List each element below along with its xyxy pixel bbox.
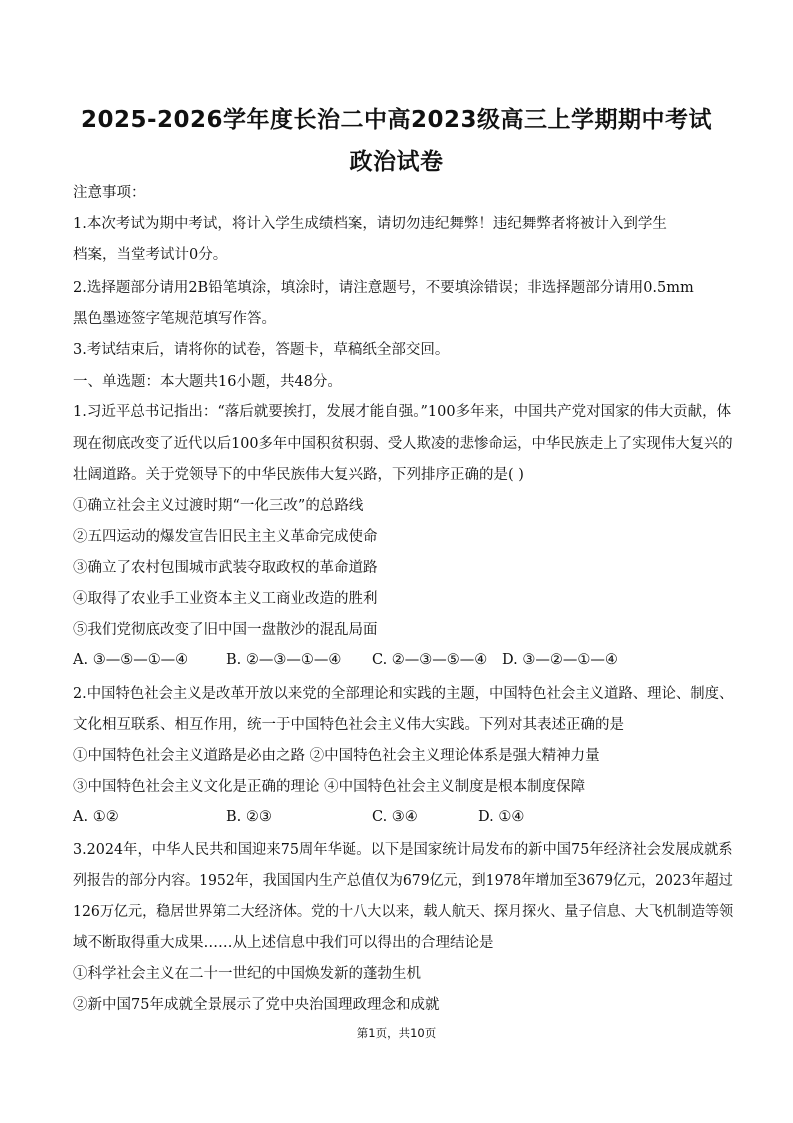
q2-option-d[interactable]: D. ①④ (478, 809, 525, 825)
q1-stem-cont: 现在彻底改变了近代以后100多年中国积贫积弱、受人欺凌的悲惨命运，中华民族走上了实现伟大复兴的 (73, 436, 733, 452)
q1-statement-1: ①确立社会主义过渡时期“一化三改”的总路线 (73, 498, 364, 514)
notice-item-3: 3.考试结束后，请将你的试卷，答题卡，草稿纸全部交回。 (73, 342, 450, 358)
section-heading: 一、单选题：本大题共16小题，共48分。 (73, 374, 342, 390)
q3-stem-end: 域不断取得重大成果……从上述信息中我们可以得出的合理结论是 (73, 935, 494, 951)
q3-statement-2: ②新中国75年成就全景展示了党中央治国理政理念和成就 (73, 997, 440, 1013)
q2-statements-1-2: ①中国特色社会主义道路是必由之路 ②中国特色社会主义理论体系是强大精神力量 (73, 748, 600, 764)
notice-item-1-cont: 档案，当堂考试计0分。 (73, 247, 228, 263)
q1-statement-2: ②五四运动的爆发宣告旧民主主义革命完成使命 (73, 529, 378, 545)
q2-stem: 2.中国特色社会主义是改革开放以来党的全部理论和实践的主题，中国特色社会主义道路、理论、制度、 (73, 686, 734, 702)
q2-options (73, 809, 524, 825)
q2-option-c[interactable]: C. ③④ (372, 809, 418, 825)
q2-option-a[interactable]: A. ①② (73, 809, 119, 825)
q2-statements-3-4: ③中国特色社会主义文化是正确的理论 ④中国特色社会主义制度是根本制度保障 (73, 779, 586, 795)
q1-statement-3: ③确立了农村包围城市武装夺取政权的革命道路 (73, 560, 378, 576)
exam-subtitle: 政治试卷 (349, 149, 444, 175)
q1-options (73, 652, 618, 668)
q3-statement-1: ①科学社会主义在二十一世纪的中国焕发新的蓬勃生机 (73, 966, 421, 982)
q1-option-a[interactable]: A. ③—⑤—①—④ (73, 652, 189, 668)
notice-item-2: 2.选择题部分请用2B铅笔填涂，填涂时，请注意题号，不要填涂错误；非选择题部分请用0.5mm (73, 280, 694, 296)
q2-option-b[interactable]: B. ②③ (226, 809, 272, 825)
q1-statement-4: ④取得了农业手工业资本主义工商业改造的胜利 (73, 591, 378, 607)
q1-statement-5: ⑤我们党彻底改变了旧中国一盘散沙的混乱局面 (73, 622, 378, 638)
q2-stem-cont: 文化相互联系、相互作用，统一于中国特色社会主义伟大实践。下列对其表述正确的是 (73, 717, 624, 733)
notice-item-2-cont: 黑色墨迹签字笔规范填写作答。 (73, 311, 276, 327)
notice-item-1: 1.本次考试为期中考试，将计入学生成绩档案，请切勿违纪舞弊！违纪舞弊者将被计入到学生 (73, 216, 667, 232)
q1-option-b[interactable]: B. ②—③—①—④ (226, 652, 342, 668)
q1-stem: 1.习近平总书记指出：“落后就要挨打，发展才能自强。”100多年来，中国共产党对国家的伟大贡献，体 (73, 404, 732, 420)
q3-stem-cont-2: 126万亿元，稳居世界第二大经济体。党的十八大以来，载人航天、探月探火、量子信息、大飞机制造等领 (73, 904, 734, 920)
q1-option-c[interactable]: C. ②—③—⑤—④ (372, 652, 488, 668)
q1-option-d[interactable]: D. ③—②—①—④ (502, 652, 618, 668)
q3-stem-cont-1: 列报告的部分内容。1952年，我国国内生产总值仅为679亿元，到1978年增加至3679亿元，2023年超过 (73, 873, 733, 889)
q3-stem: 3.2024年，中华人民共和国迎来75周年华诞。以下是国家统计局发布的新中国75年经济社会发展成就系 (73, 842, 733, 858)
q1-stem-end: 壮阔道路。关于党领导下的中华民族伟大复兴路，下列排序正确的是( ) (73, 467, 524, 483)
page-footer: 第1页，共10页 (356, 1026, 437, 1040)
exam-title: 2025-2026学年度长治二中高2023级高三上学期期中考试 (80, 107, 713, 133)
notice-heading: 注意事项： (73, 185, 146, 201)
